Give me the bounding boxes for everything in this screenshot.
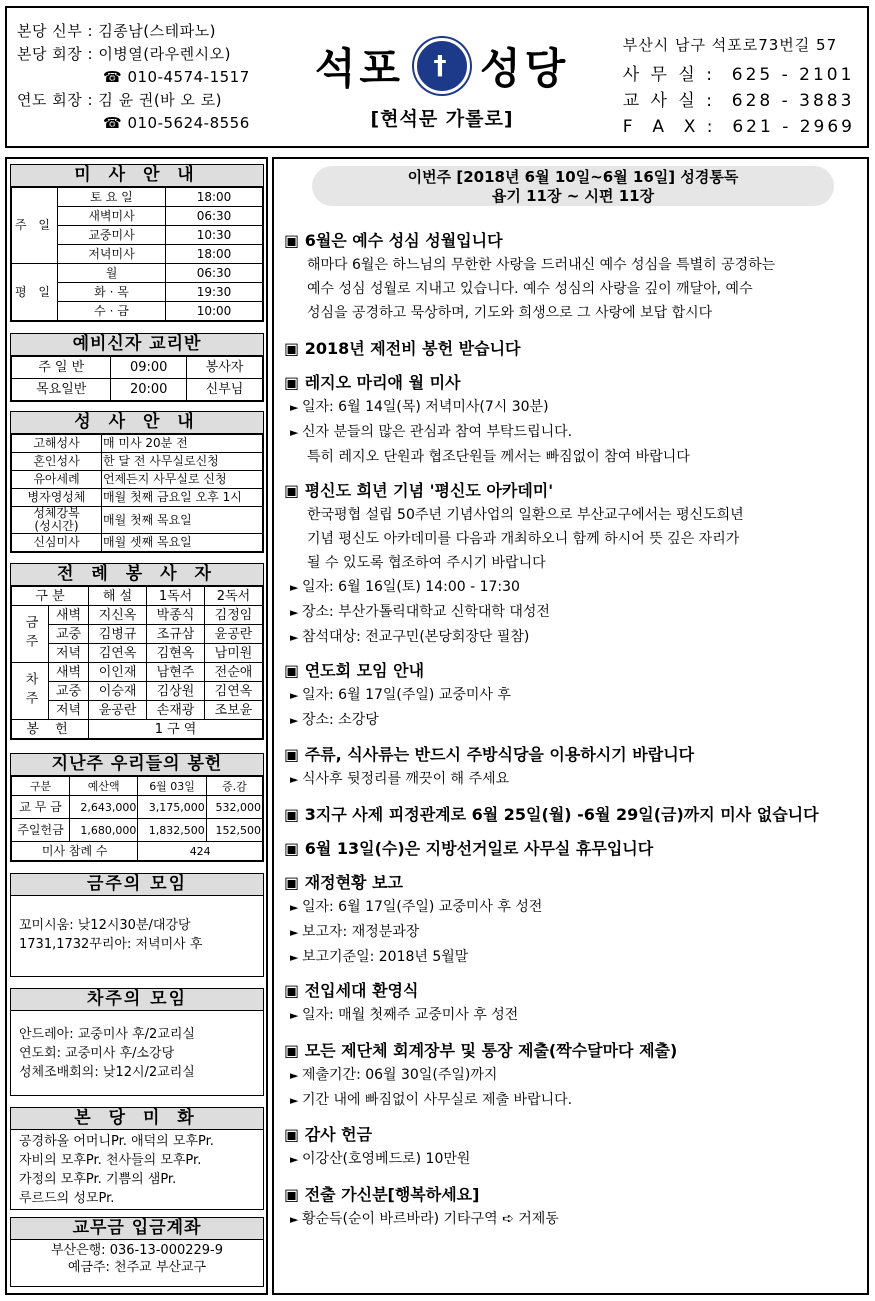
notice-item <box>284 837 653 861</box>
table-row <box>12 796 263 819</box>
notice-heading: ▣ 연도회 모임 안내 <box>284 659 511 683</box>
patron-subtitle: [현석문 가롤로] <box>370 108 514 130</box>
list-item: 예금주: 천주교 부산교구 <box>67 1260 207 1275</box>
mass-time: 06:30 <box>166 207 263 226</box>
table-cell: 김현옥 <box>147 644 205 663</box>
account-info <box>11 1240 263 1278</box>
notice-item <box>284 659 511 733</box>
table-cell: 새벽 <box>49 663 89 682</box>
header-cell: 6월 03일 <box>138 777 206 796</box>
attendance-row <box>12 842 263 861</box>
notice-bullet: ► 일자: 6월 17일(주일) 교중미사 후 <box>284 683 511 708</box>
table-cell: 교중 <box>49 625 89 644</box>
table-cell: 지신옥 <box>89 606 147 625</box>
list-item: 부산은행: 036-13-000229-9 <box>50 1243 224 1258</box>
sacrament-desc: 한 달 전 사무실로신청 <box>102 453 263 471</box>
table-cell: 저녁 <box>49 701 89 720</box>
notice-paragraph: 특히 레지오 단원과 협조단원들 께서는 빠짐없이 참여 바랍니다 <box>307 449 690 465</box>
table-cell: 이승재 <box>89 682 147 701</box>
notice-heading: ▣ 감사 헌금 <box>284 1123 470 1147</box>
header-cell: 해 설 <box>89 587 147 606</box>
notice-paragraph: 될 수 있도록 협조하여 주시기 바랍니다 <box>307 555 546 571</box>
table-row <box>12 663 263 682</box>
notice-paragraph: 기념 평신도 아카데미를 다음과 개최하오니 함께 하시어 뜻 깊은 자리가 <box>307 531 740 547</box>
notice-item <box>284 743 694 792</box>
president-phone: ☎ 010-4574-1517 <box>103 68 250 86</box>
mass-name: 저녁미사 <box>58 245 166 264</box>
offering-box <box>10 753 264 862</box>
notice-bullet: ► 장소: 부산가톨릭대학교 신학대학 대성전 <box>284 600 744 625</box>
table-cell: 532,000 <box>206 796 262 819</box>
fax: F A X : 621 - 2969 <box>622 117 855 137</box>
mass-time: 18:00 <box>166 188 263 207</box>
mass-time: 18:00 <box>166 245 263 264</box>
pastor-line: 본당 신부 : 김종남(스테파노) <box>17 22 216 40</box>
header-address <box>623 32 855 140</box>
sacrament-name: 성체강복 (성시간) <box>12 507 102 534</box>
notice-bullet: ► 참석대상: 전교구민(본당회장단 필참) <box>284 625 744 650</box>
mass-time: 06:30 <box>166 264 263 283</box>
sacrament-table <box>11 434 263 552</box>
table-row <box>12 606 263 625</box>
bible-reading-title: 이번주 [2018년 6월 10일~6월 16일] 성경통독 <box>407 168 739 186</box>
notice-bullet: ► 황순득(순이 바르바라) 기타구역 ➪ 거제동 <box>284 1207 559 1232</box>
left-column <box>5 157 268 1295</box>
notice-heading: ▣ 2018년 제전비 봉헌 받습니다 <box>284 337 521 361</box>
liturgy-box <box>10 563 264 740</box>
mass-name: 월 <box>58 264 166 283</box>
table-row <box>12 701 263 720</box>
table-cell: 김연옥 <box>205 682 263 701</box>
table-row <box>12 453 263 471</box>
sacrament-name: 병자영성체 <box>12 489 102 507</box>
sacrament-name: 신심미사 <box>12 534 102 552</box>
this-week-list <box>11 896 263 960</box>
table-cell: 김병규 <box>89 625 147 644</box>
mass-name: 새벽미사 <box>58 207 166 226</box>
table-cell: 교중 <box>49 682 89 701</box>
notice-bullet: ► 보고자: 재정분과장 <box>284 920 542 945</box>
bible-reading-banner <box>312 166 834 206</box>
notice-heading: ▣ 전입세대 환영식 <box>284 979 518 1003</box>
table-row <box>12 819 263 842</box>
table-row <box>12 534 263 552</box>
list-item: 안드레아: 교중미사 후/2교리실 <box>19 1027 195 1042</box>
notice-bullet: ► 기간 내에 빠짐없이 사무실로 제출 바랍니다. <box>284 1088 677 1113</box>
bible-reading-range: 욥기 11장 ~ 시편 11장 <box>491 187 655 205</box>
notice-item <box>284 479 744 650</box>
title-part-b: 성당 <box>480 44 570 93</box>
offering-title: 지난주 우리들의 봉헌 <box>11 754 263 776</box>
notice-bullet: ► 이강산(호영베드로) 10만원 <box>284 1147 470 1172</box>
offer-label: 봉 헌 <box>12 720 89 739</box>
notice-bullet: ► 일자: 6월 17일(주일) 교중미사 후 성전 <box>284 895 542 920</box>
table-cell: 주 일 반 <box>12 357 111 379</box>
notice-item <box>284 229 775 325</box>
notice-heading: ▣ 레지오 마리애 월 미사 <box>284 371 690 395</box>
notice-item <box>284 1039 677 1113</box>
header-cell: 구 분 <box>12 587 89 606</box>
offer-row <box>12 720 263 739</box>
church-logo-icon: † <box>414 38 470 94</box>
sacrament-desc: 매 미사 20분 전 <box>102 435 263 453</box>
header <box>5 6 869 148</box>
notice-paragraph: 예수 성심 성월로 지내고 있습니다. 예수 성심의 사랑을 깊이 깨달아, 예수 <box>307 281 753 297</box>
table-row <box>12 471 263 489</box>
table-row <box>12 264 263 283</box>
list-item: 공경하올 어머니Pr. 애덕의 모후Pr. <box>19 1134 214 1149</box>
table-cell: 2,643,000 <box>70 796 138 819</box>
sacrament-desc: 매월 첫째 금요일 오후 1시 <box>102 489 263 507</box>
this-week-box <box>10 873 264 977</box>
header-contacts <box>17 20 250 135</box>
church-title <box>312 36 572 131</box>
sacrament-name: 혼인성사 <box>12 453 102 471</box>
offering-table <box>11 776 263 861</box>
table-cell: 3,175,000 <box>138 796 206 819</box>
notice-heading: ▣ 평신도 희년 기념 '평신도 아카데미' <box>284 479 744 503</box>
table-cell: 박종식 <box>147 606 205 625</box>
notice-bullet: ► 일자: 매월 첫째주 교중미사 후 성전 <box>284 1003 518 1028</box>
table-cell: 김정임 <box>205 606 263 625</box>
notice-heading: ▣ 주류, 식사류는 반드시 주방식당을 이용하시기 바랍니다 <box>284 743 694 767</box>
table-row <box>12 357 263 379</box>
table-cell: 20:00 <box>111 379 187 401</box>
table-header <box>12 777 263 796</box>
table-cell: 152,500 <box>206 819 262 842</box>
table-row <box>12 489 263 507</box>
notice-bullet: ► 일자: 6월 16일(토) 14:00 - 17:30 <box>284 575 744 600</box>
offer-value: 1 구 역 <box>89 720 263 739</box>
table-cell: 손재광 <box>147 701 205 720</box>
sacrament-desc: 매월 셋째 목요일 <box>102 534 263 552</box>
address: 부산시 남구 석포로73번길 57 <box>622 36 838 54</box>
title-part-a: 석포 <box>314 44 404 93</box>
sacrament-box <box>10 411 264 553</box>
mass-name: 토 요 일 <box>58 188 166 207</box>
next-week-title: 차주의 모임 <box>11 989 263 1011</box>
list-item: 꼬미시움: 낮12시30분/대강당 <box>19 918 191 933</box>
notice-item <box>284 979 518 1028</box>
weekday-label: 평 일 <box>12 264 58 321</box>
table-row <box>12 379 263 401</box>
table-row <box>12 625 263 644</box>
table-cell: 남현주 <box>147 663 205 682</box>
notice-item <box>284 371 690 469</box>
table-cell: 김상원 <box>147 682 205 701</box>
notice-heading: ▣ 전출 가신분[행복하세요] <box>284 1183 559 1207</box>
table-row <box>12 507 263 534</box>
table-header <box>12 587 263 606</box>
table-cell: 윤공란 <box>205 625 263 644</box>
mass-title: 미 사 안 내 <box>11 165 263 187</box>
table-cell: 남미원 <box>205 644 263 663</box>
mass-time: 19:30 <box>166 283 263 302</box>
table-cell: 봉사자 <box>187 357 263 379</box>
header-cell: 구분 <box>12 777 70 796</box>
liturgy-table <box>11 586 263 739</box>
notice-item <box>284 871 542 970</box>
notice-heading: ▣ 6월 13일(수)은 지방선거일로 사무실 휴무입니다 <box>284 837 653 861</box>
notice-heading: ▣ 6월은 예수 성심 성월입니다 <box>284 229 775 253</box>
list-item: 1731,1732꾸리아: 저녁미사 후 <box>19 937 203 952</box>
legio-list <box>11 1130 263 1210</box>
notice-bullet: ► 보고기준일: 2018년 5월말 <box>284 945 542 970</box>
legio-box <box>10 1107 264 1210</box>
notice-bullet: ► 식사후 뒷정리를 깨끗이 해 주세요 <box>284 767 694 792</box>
sacrament-name: 고해성사 <box>12 435 102 453</box>
catechumen-title: 예비신자 교리반 <box>11 334 263 356</box>
table-cell: 교 무 금 <box>12 796 70 819</box>
mass-box <box>10 164 264 322</box>
header-cell: 증.감 <box>206 777 262 796</box>
president-line: 본당 회장 : 이병열(라우렌시오) <box>17 45 231 63</box>
mass-table <box>11 187 263 321</box>
notice-item <box>284 803 819 827</box>
table-cell: 신부님 <box>187 379 263 401</box>
mass-name: 교중미사 <box>58 226 166 245</box>
table-cell: 이인재 <box>89 663 147 682</box>
table-row <box>12 682 263 701</box>
table-cell: 조보윤 <box>205 701 263 720</box>
group-label: 금주 <box>12 606 49 663</box>
liturgy-title: 전 례 봉 사 자 <box>11 564 263 586</box>
office-phone: 사 무 실 : 625 - 2101 <box>622 65 855 85</box>
right-column <box>272 157 869 1295</box>
catechumen-table <box>11 356 263 401</box>
table-cell: 1,680,000 <box>70 819 138 842</box>
notice-heading: ▣ 3지구 사제 피정관계로 6월 25일(월) -6월 29일(금)까지 미사 없습니다 <box>284 803 819 827</box>
notice-bullet: ► 신자 분들의 많은 관심과 참여 부탁드립니다. <box>284 420 690 445</box>
mass-name: 수 · 금 <box>58 302 166 321</box>
list-item: 루르드의 성모Pr. <box>19 1191 115 1206</box>
elder-phone: ☎ 010-5624-8556 <box>103 114 250 132</box>
sacrament-desc: 언제든지 사무실로 신청 <box>102 471 263 489</box>
table-cell: 김연옥 <box>89 644 147 663</box>
header-cell: 2독서 <box>205 587 263 606</box>
mass-time: 10:00 <box>166 302 263 321</box>
sacrament-name: 유아세례 <box>12 471 102 489</box>
notice-bullet: ► 일자: 6월 14일(목) 저녁미사(7시 30분) <box>284 395 690 420</box>
notice-paragraph: 한국평협 설립 50주년 기념사업의 일환으로 부산교구에서는 평신도희년 <box>307 507 744 523</box>
notice-heading: ▣ 모든 제단체 회계장부 및 통장 제출(짝수달마다 제출) <box>284 1039 677 1063</box>
notice-heading: ▣ 재정현황 보고 <box>284 871 542 895</box>
list-item: 성체조배회의: 낮12시/2교리실 <box>19 1065 195 1080</box>
table-row <box>12 435 263 453</box>
table-cell: 조규삼 <box>147 625 205 644</box>
attendance-value: 424 <box>138 842 263 861</box>
attendance-label: 미사 참례 수 <box>12 842 138 861</box>
legio-title: 본 당 미 화 <box>11 1108 263 1130</box>
notice-paragraph: 성심을 공경하고 묵상하며, 기도와 희생으로 그 사랑에 보답 합시다 <box>307 305 713 321</box>
next-week-box <box>10 988 264 1096</box>
account-box <box>10 1217 264 1287</box>
table-cell: 1,832,500 <box>138 819 206 842</box>
table-row <box>12 188 263 207</box>
list-item: 자비의 모후Pr. 천사들의 모후Pr. <box>19 1153 202 1168</box>
notice-bullet: ► 장소: 소강당 <box>284 708 511 733</box>
table-cell: 09:00 <box>111 357 187 379</box>
group-label: 차주 <box>12 663 49 720</box>
table-cell: 주일헌금 <box>12 819 70 842</box>
table-cell: 윤공란 <box>89 701 147 720</box>
notice-item <box>284 337 521 361</box>
elder-line: 연도 회장 : 김 윤 권(바 오 로) <box>17 91 223 109</box>
mass-name: 화 · 목 <box>58 283 166 302</box>
account-title: 교무금 입금계좌 <box>11 1218 263 1240</box>
list-item: 연도회: 교중미사 후/소강당 <box>19 1046 175 1061</box>
table-cell: 목요일반 <box>12 379 111 401</box>
table-row <box>12 644 263 663</box>
catechumen-box <box>10 333 264 402</box>
table-cell: 새벽 <box>49 606 89 625</box>
table-cell: 저녁 <box>49 644 89 663</box>
notice-bullet: ► 제출기간: 06월 30일(주일)까지 <box>284 1063 677 1088</box>
sacrament-desc: 매월 첫째 목요일 <box>102 507 263 534</box>
notice-item <box>284 1183 559 1232</box>
header-cell: 1독서 <box>147 587 205 606</box>
list-item: 가정의 모후Pr. 기쁨의 샘Pr. <box>19 1172 177 1187</box>
edu-phone: 교 사 실 : 628 - 3883 <box>622 91 855 111</box>
sunday-label: 주 일 <box>12 188 58 264</box>
header-cell: 예산액 <box>70 777 138 796</box>
table-cell: 전순애 <box>205 663 263 682</box>
next-week-list <box>11 1011 263 1088</box>
this-week-title: 금주의 모임 <box>11 874 263 896</box>
mass-time: 10:30 <box>166 226 263 245</box>
sacrament-title: 성 사 안 내 <box>11 412 263 434</box>
notice-paragraph: 해마다 6월은 하느님의 무한한 사랑을 드러내신 예수 성심을 특별히 공경하는 <box>307 257 776 273</box>
notice-item <box>284 1123 470 1172</box>
